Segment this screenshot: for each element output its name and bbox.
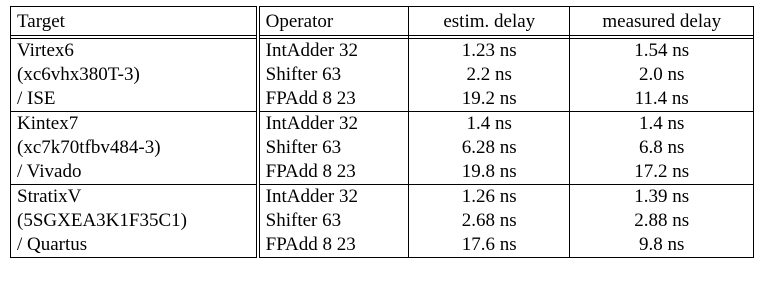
table-row xyxy=(11,112,754,137)
estimated-delay-cell: 6.28 ns xyxy=(409,136,570,160)
header-estimated-delay: estim. delay xyxy=(409,7,570,36)
measured-delay-cell: 1.39 ns xyxy=(570,185,754,210)
measured-delay-cell: 6.8 ns xyxy=(639,137,685,158)
operator-cell: FPAdd 8 23 xyxy=(258,160,409,185)
operator-cell: IntAdder 32 xyxy=(258,112,409,137)
target-cell: / Quartus xyxy=(11,233,258,258)
operator-cell: FPAdd 8 23 xyxy=(258,87,409,112)
table-row xyxy=(11,39,754,64)
operator-cell: Shifter 63 xyxy=(258,63,409,87)
operator-cell: IntAdder 32 xyxy=(258,185,409,210)
measured-delay-cell: 2.0 ns xyxy=(639,64,685,85)
measured-delay-cell: 11.4 ns xyxy=(634,88,689,109)
target-cell: / ISE xyxy=(11,87,258,112)
target-cell: StratixV xyxy=(11,185,258,210)
target-cell: (5SGXEA3K1F35C1) xyxy=(11,209,258,233)
target-cell: Virtex6 xyxy=(11,39,258,64)
target-cell: (xc7k70tfbv484-3) xyxy=(11,136,258,160)
estimated-delay-cell: 19.2 ns xyxy=(409,87,570,112)
table-row xyxy=(11,63,754,87)
estimated-delay-cell: 1.26 ns xyxy=(409,185,570,210)
operator-cell: Shifter 63 xyxy=(258,136,409,160)
target-cell: Kintex7 xyxy=(11,112,258,137)
estimated-delay-cell: 2.2 ns xyxy=(409,63,570,87)
table-row xyxy=(11,136,754,160)
delay-comparison-table xyxy=(10,6,754,258)
table-row xyxy=(11,209,754,233)
estimated-delay-cell: 19.8 ns xyxy=(409,160,570,185)
table-row xyxy=(11,233,754,258)
table-row xyxy=(11,160,754,185)
measured-delay-cell: 2.88 ns xyxy=(634,210,690,231)
operator-cell: Shifter 63 xyxy=(258,209,409,233)
estimated-delay-cell: 1.4 ns xyxy=(409,112,570,137)
header-target: Target xyxy=(11,7,258,36)
estimated-delay-cell: 2.68 ns xyxy=(409,209,570,233)
target-cell: (xc6vhx380T-3) xyxy=(11,63,258,87)
header-row xyxy=(11,7,754,36)
target-cell: / Vivado xyxy=(11,160,258,185)
table-row xyxy=(11,87,754,112)
operator-cell: FPAdd 8 23 xyxy=(258,233,409,258)
measured-delay-cell: 9.8 ns xyxy=(570,233,754,258)
header-operator: Operator xyxy=(258,7,409,36)
estimated-delay-cell: 1.23 ns xyxy=(409,39,570,64)
operator-cell: IntAdder 32 xyxy=(258,39,409,64)
measured-delay-cell: 1.54 ns xyxy=(634,40,690,61)
estimated-delay-cell: 17.6 ns xyxy=(409,233,570,258)
table-row xyxy=(11,185,754,210)
header-measured-delay: measured delay xyxy=(570,7,754,36)
measured-delay-cell: 17.2 ns xyxy=(634,161,690,182)
measured-delay-cell: 1.4 ns xyxy=(570,112,754,137)
